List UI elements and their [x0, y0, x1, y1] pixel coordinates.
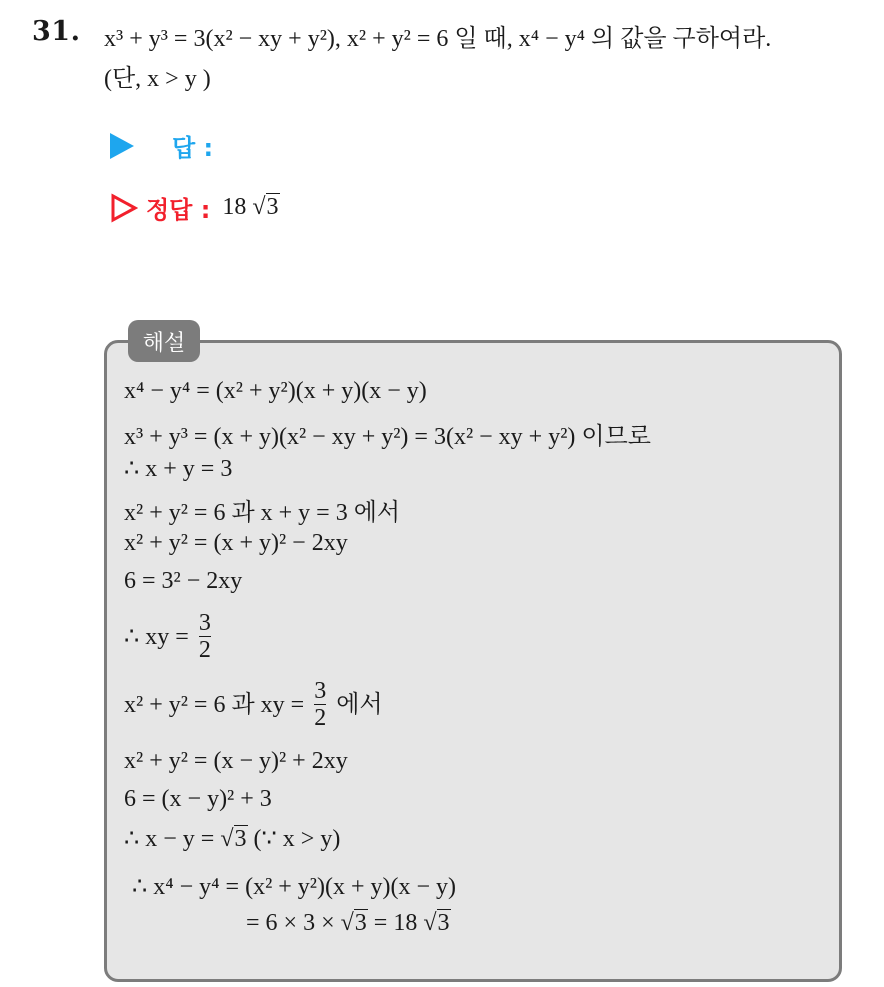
- play-triangle-icon: [110, 133, 134, 159]
- answer-label: 답 :: [172, 134, 214, 162]
- correct-answer-value: [222, 194, 279, 221]
- solution-line: x⁴ − y⁴ = (x² + y²)(x + y)(x − y): [124, 378, 427, 404]
- solution-because: (∵ x > y): [253, 826, 341, 852]
- radicand: 3: [354, 910, 367, 936]
- question-text-line1: x³ + y³ = 3(x² − xy + y²), x² + y² = 6 일 때, x⁴ − y⁴ 의 값을 구하여라.: [104, 26, 772, 52]
- correct-answer-coefficient: 18: [222, 194, 247, 220]
- fraction-three-halves: [199, 610, 211, 663]
- fraction-denominator: 2: [314, 705, 327, 731]
- fraction-numerator: 3: [314, 678, 327, 704]
- sqrt-icon: √: [220, 826, 234, 852]
- answer-row: [110, 128, 213, 163]
- correct-answer-label: 정답 :: [146, 196, 211, 224]
- solution-xy-line-suffix: 에서: [336, 692, 383, 719]
- solution-line: x² + y² = 6 과 x + y = 3 에서: [124, 500, 401, 526]
- solution-xy-prefix: ∴ xy =: [124, 624, 189, 651]
- fraction-three-halves: [314, 678, 326, 731]
- solution-line: 6 = (x − y)² + 3: [124, 786, 272, 812]
- solution-line: x² + y² = (x + y)² − 2xy: [124, 530, 348, 556]
- solution-line-root: [124, 824, 340, 853]
- question-number: 31.: [32, 16, 81, 47]
- solution-xy-line-prefix: x² + y² = 6 과 xy =: [124, 692, 305, 719]
- solution-tab: 해설: [128, 320, 200, 362]
- solution-x-minus-y: ∴ x − y =: [124, 826, 215, 852]
- solution-final-equals: = 18: [373, 910, 418, 936]
- fraction-denominator: 2: [198, 637, 211, 663]
- solution-line: ∴ x⁴ − y⁴ = (x² + y²)(x + y)(x − y): [132, 874, 457, 900]
- solution-line-final: [246, 910, 451, 937]
- solution-line: 6 = 3² − 2xy: [124, 568, 243, 594]
- sqrt-icon: √: [340, 910, 354, 936]
- solution-line: x³ + y³ = (x + y)(x² − xy + y²) = 3(x² − xy + y²) 이므로: [124, 424, 651, 450]
- solution-line: ∴ x + y = 3: [124, 456, 233, 482]
- radicand: 3: [437, 910, 450, 936]
- sqrt-icon: √: [252, 194, 266, 220]
- question-condition: (단, x > y ): [104, 66, 211, 92]
- fraction-numerator: 3: [198, 610, 211, 636]
- sqrt-icon: √: [423, 910, 437, 936]
- solution-line-fraction: [124, 612, 215, 665]
- correct-answer-row: [110, 190, 280, 225]
- outline-triangle-icon: [110, 193, 138, 223]
- radicand: 3: [234, 826, 247, 852]
- solution-final-product: = 6 × 3 ×: [246, 910, 335, 936]
- solution-line: x² + y² = (x − y)² + 2xy: [124, 748, 348, 774]
- correct-answer-radicand: 3: [266, 194, 279, 220]
- solution-line-fraction: [124, 680, 383, 733]
